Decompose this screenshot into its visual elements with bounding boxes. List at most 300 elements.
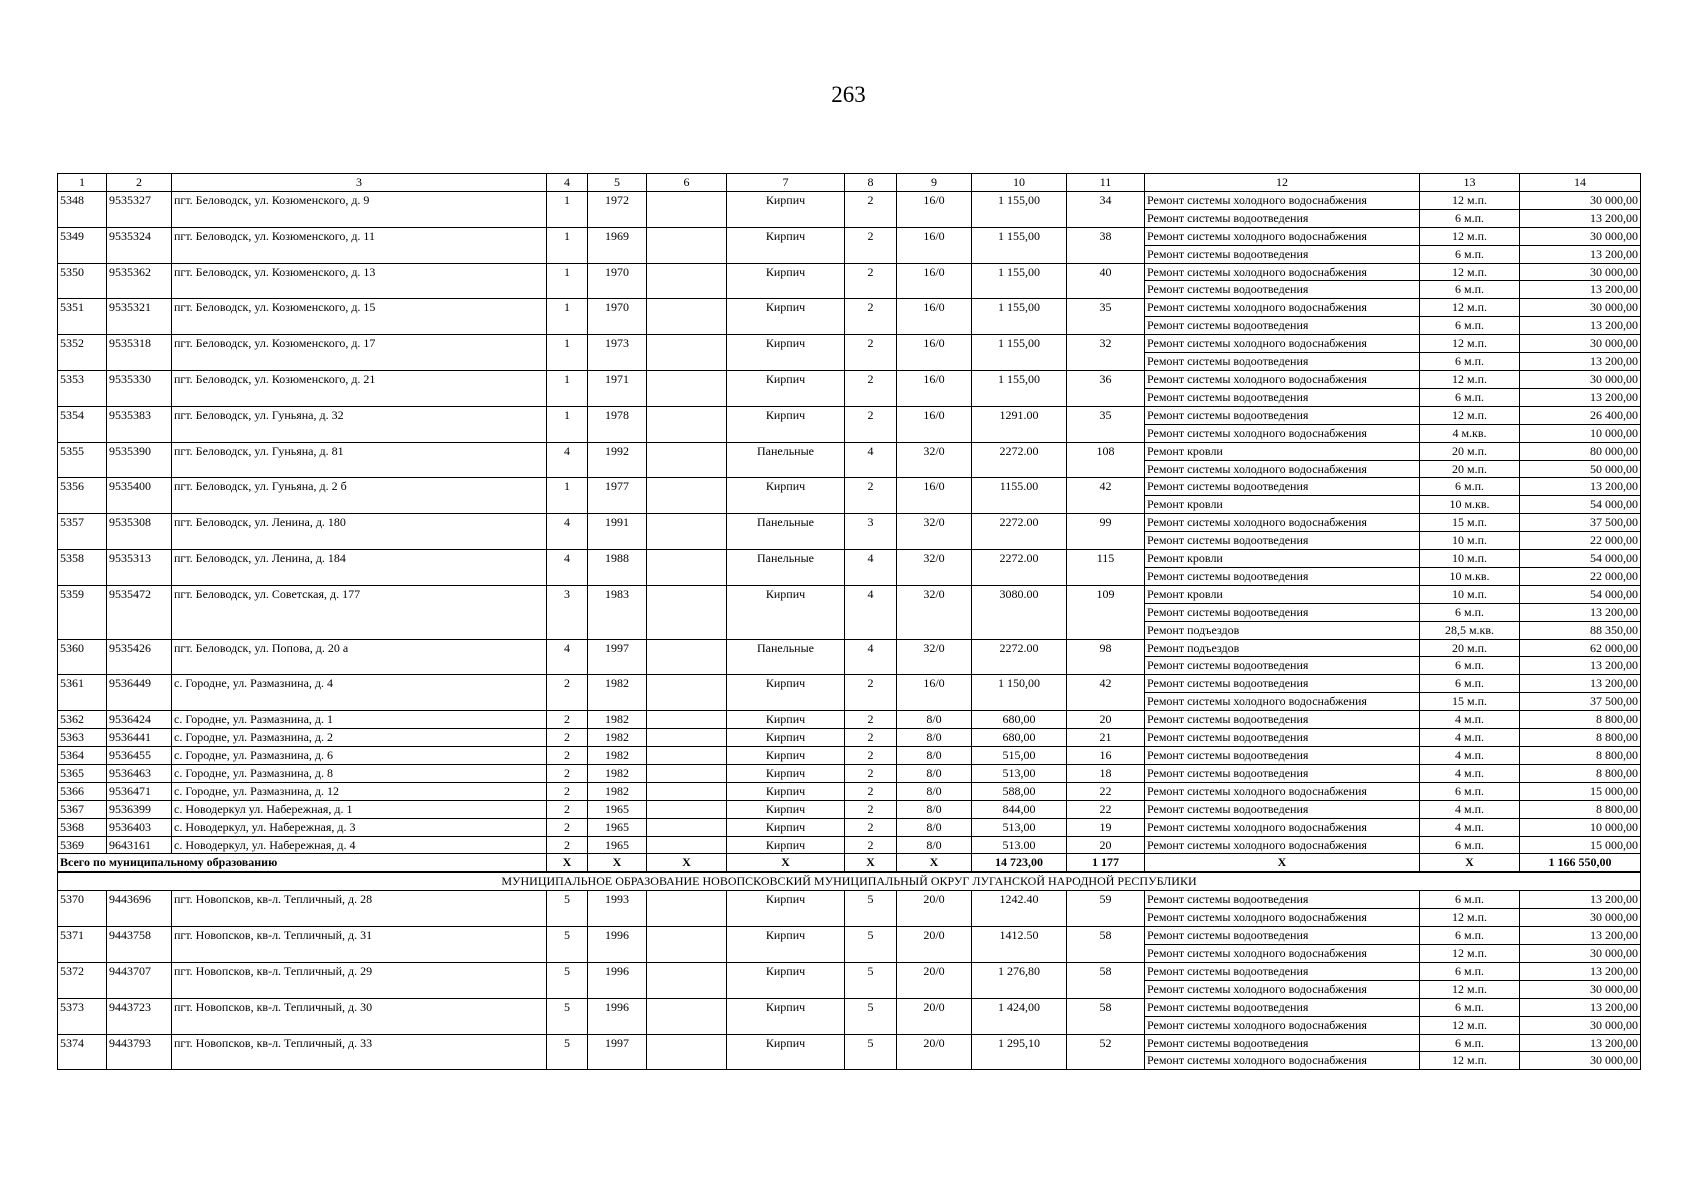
building-code-cell: [107, 532, 172, 550]
work-cost-cell: 30 000,00: [1520, 944, 1641, 962]
build-year-cell: 1996: [588, 962, 647, 980]
residents-cell: [1067, 532, 1145, 550]
work-quantity-cell: 12 м.п.: [1420, 191, 1520, 209]
work-cost-cell: 30 000,00: [1520, 909, 1641, 927]
address-cell: пгт. Новопсков, кв-л. Тепличный, д. 31: [172, 927, 547, 945]
table-row: [58, 478, 1641, 496]
address-cell: пгт. Беловодск, ул. Ленина, д. 184: [172, 550, 547, 568]
floors-cell: 2: [845, 729, 897, 747]
work-cost-cell: 13 200,00: [1520, 245, 1641, 263]
work-quantity-cell: 10 м.п.: [1420, 532, 1520, 550]
building-code-cell: 9535327: [107, 191, 172, 209]
column-4-cell: [547, 909, 588, 927]
row-number-cell: [58, 909, 107, 927]
floors-cell: [845, 1052, 897, 1070]
column-6-cell: [647, 818, 727, 836]
work-cost-cell: 30 000,00: [1520, 1016, 1641, 1034]
work-name-cell: Ремонт системы водоотведения: [1145, 1034, 1420, 1052]
floors-cell: 5: [845, 1034, 897, 1052]
work-cost-cell: 10 000,00: [1520, 424, 1641, 442]
address-cell: пгт. Беловодск, ул. Гуньяна, д. 81: [172, 442, 547, 460]
address-cell: пгт. Новопсков, кв-л. Тепличный, д. 28: [172, 891, 547, 909]
area-cell: 2272.00: [972, 514, 1067, 532]
building-code-cell: 9443758: [107, 927, 172, 945]
building-code-cell: [107, 496, 172, 514]
column-9-cell: 8/0: [897, 836, 972, 854]
column-4-cell: 4: [547, 550, 588, 568]
column-4-cell: [547, 1052, 588, 1070]
column-6-cell: [647, 353, 727, 371]
column-9-cell: 8/0: [897, 711, 972, 729]
work-name-cell: Ремонт системы холодного водоснабжения: [1145, 836, 1420, 854]
row-number-cell: 5368: [58, 818, 107, 836]
build-year-cell: [588, 496, 647, 514]
column-4-cell: 2: [547, 747, 588, 765]
column-6-cell: [647, 998, 727, 1016]
residents-cell: 40: [1067, 263, 1145, 281]
work-quantity-cell: 12 м.п.: [1420, 227, 1520, 245]
area-cell: [972, 424, 1067, 442]
area-cell: [972, 460, 1067, 478]
column-4-cell: 5: [547, 891, 588, 909]
work-quantity-cell: 12 м.п.: [1420, 944, 1520, 962]
wall-material-cell: [727, 209, 845, 227]
build-year-cell: [588, 603, 647, 621]
floors-cell: 4: [845, 585, 897, 603]
work-cost-cell: 22 000,00: [1520, 532, 1641, 550]
work-cost-cell: 37 500,00: [1520, 693, 1641, 711]
residents-cell: 20: [1067, 836, 1145, 854]
column-4-cell: 5: [547, 1034, 588, 1052]
area-cell: [972, 1052, 1067, 1070]
row-number-cell: 5351: [58, 299, 107, 317]
building-code-cell: [107, 980, 172, 998]
column-9-cell: [897, 944, 972, 962]
floors-cell: [845, 424, 897, 442]
floors-cell: 2: [845, 335, 897, 353]
area-cell: 513,00: [972, 764, 1067, 782]
table-row: [58, 353, 1641, 371]
column-6-cell: [647, 693, 727, 711]
wall-material-cell: Кирпич: [727, 927, 845, 945]
column-6-cell: [647, 747, 727, 765]
column-6-cell: [647, 514, 727, 532]
column-4-cell: [547, 532, 588, 550]
total-cell: Х: [727, 854, 845, 872]
area-cell: [972, 944, 1067, 962]
work-quantity-cell: 15 м.п.: [1420, 514, 1520, 532]
column-6-cell: [647, 657, 727, 675]
floors-cell: 5: [845, 927, 897, 945]
residents-cell: 35: [1067, 299, 1145, 317]
area-cell: 515,00: [972, 747, 1067, 765]
build-year-cell: 1982: [588, 747, 647, 765]
column-header: 3: [172, 174, 547, 192]
residents-cell: 115: [1067, 550, 1145, 568]
table-row: [58, 460, 1641, 478]
build-year-cell: 1992: [588, 442, 647, 460]
table-row: [58, 317, 1641, 335]
area-cell: 1412.50: [972, 927, 1067, 945]
area-cell: 1 424,00: [972, 998, 1067, 1016]
column-9-cell: 16/0: [897, 227, 972, 245]
table-row: [58, 891, 1641, 909]
column-9-cell: [897, 603, 972, 621]
residents-cell: [1067, 980, 1145, 998]
wall-material-cell: Кирпич: [727, 335, 845, 353]
work-quantity-cell: 4 м.п.: [1420, 800, 1520, 818]
housing-repair-table: [57, 173, 1641, 1070]
area-cell: 1 155,00: [972, 227, 1067, 245]
column-header: 4: [547, 174, 588, 192]
area-cell: [972, 353, 1067, 371]
area-cell: [972, 317, 1067, 335]
building-code-cell: 9535426: [107, 639, 172, 657]
column-9-cell: 20/0: [897, 998, 972, 1016]
build-year-cell: [588, 245, 647, 263]
work-name-cell: Ремонт системы холодного водоснабжения: [1145, 980, 1420, 998]
work-quantity-cell: 12 м.п.: [1420, 299, 1520, 317]
floors-cell: [845, 532, 897, 550]
building-code-cell: [107, 1016, 172, 1034]
column-6-cell: [647, 729, 727, 747]
building-code-cell: 9535400: [107, 478, 172, 496]
area-cell: [972, 603, 1067, 621]
residents-cell: 18: [1067, 764, 1145, 782]
build-year-cell: [588, 567, 647, 585]
column-4-cell: [547, 388, 588, 406]
table-row: [58, 514, 1641, 532]
column-4-cell: [547, 693, 588, 711]
work-cost-cell: 30 000,00: [1520, 335, 1641, 353]
residents-cell: [1067, 460, 1145, 478]
residents-cell: 109: [1067, 585, 1145, 603]
row-number-cell: 5356: [58, 478, 107, 496]
column-4-cell: 2: [547, 729, 588, 747]
wall-material-cell: Кирпич: [727, 891, 845, 909]
row-number-cell: 5354: [58, 406, 107, 424]
column-6-cell: [647, 567, 727, 585]
table-row: [58, 782, 1641, 800]
area-cell: 844,00: [972, 800, 1067, 818]
area-cell: 1 155,00: [972, 370, 1067, 388]
wall-material-cell: [727, 317, 845, 335]
column-4-cell: 1: [547, 406, 588, 424]
column-6-cell: [647, 962, 727, 980]
residents-cell: [1067, 388, 1145, 406]
work-cost-cell: 50 000,00: [1520, 460, 1641, 478]
column-9-cell: 16/0: [897, 478, 972, 496]
floors-cell: [845, 621, 897, 639]
column-4-cell: 2: [547, 818, 588, 836]
work-quantity-cell: 6 м.п.: [1420, 836, 1520, 854]
table-row: [58, 532, 1641, 550]
table-row: [58, 639, 1641, 657]
column-header: 1: [58, 174, 107, 192]
work-quantity-cell: 6 м.п.: [1420, 245, 1520, 263]
address-cell: пгт. Беловодск, ул. Козюменского, д. 9: [172, 191, 547, 209]
residents-cell: [1067, 317, 1145, 335]
building-code-cell: [107, 944, 172, 962]
building-code-cell: 9535383: [107, 406, 172, 424]
residents-cell: 22: [1067, 800, 1145, 818]
work-quantity-cell: 6 м.п.: [1420, 1034, 1520, 1052]
address-cell: [172, 944, 547, 962]
row-number-cell: [58, 603, 107, 621]
address-cell: [172, 496, 547, 514]
column-header: 5: [588, 174, 647, 192]
residents-cell: 32: [1067, 335, 1145, 353]
table-row: [58, 747, 1641, 765]
row-number-cell: 5365: [58, 764, 107, 782]
row-number-cell: 5371: [58, 927, 107, 945]
column-9-cell: 16/0: [897, 675, 972, 693]
column-9-cell: 16/0: [897, 263, 972, 281]
work-quantity-cell: 6 м.п.: [1420, 998, 1520, 1016]
building-code-cell: 9536424: [107, 711, 172, 729]
table-row: [58, 335, 1641, 353]
floors-cell: [845, 245, 897, 263]
row-number-cell: 5348: [58, 191, 107, 209]
column-header: 9: [897, 174, 972, 192]
column-4-cell: 1: [547, 263, 588, 281]
work-cost-cell: 30 000,00: [1520, 370, 1641, 388]
address-cell: с. Городне, ул. Размазнина, д. 6: [172, 747, 547, 765]
area-cell: [972, 496, 1067, 514]
residents-cell: 21: [1067, 729, 1145, 747]
work-quantity-cell: 6 м.п.: [1420, 657, 1520, 675]
column-9-cell: [897, 460, 972, 478]
floors-cell: [845, 388, 897, 406]
area-cell: 1 150,00: [972, 675, 1067, 693]
work-name-cell: Ремонт системы холодного водоснабжения: [1145, 693, 1420, 711]
work-name-cell: Ремонт подъездов: [1145, 621, 1420, 639]
work-name-cell: Ремонт системы холодного водоснабжения: [1145, 909, 1420, 927]
column-6-cell: [647, 800, 727, 818]
build-year-cell: 1969: [588, 227, 647, 245]
work-name-cell: Ремонт системы водоотведения: [1145, 317, 1420, 335]
area-cell: 2272.00: [972, 442, 1067, 460]
table-row: [58, 585, 1641, 603]
column-4-cell: 1: [547, 370, 588, 388]
column-header: 7: [727, 174, 845, 192]
area-cell: [972, 909, 1067, 927]
build-year-cell: [588, 621, 647, 639]
floors-cell: 4: [845, 442, 897, 460]
wall-material-cell: Кирпич: [727, 782, 845, 800]
work-name-cell: Ремонт кровли: [1145, 550, 1420, 568]
work-cost-cell: 8 800,00: [1520, 747, 1641, 765]
work-name-cell: Ремонт кровли: [1145, 585, 1420, 603]
column-4-cell: 2: [547, 800, 588, 818]
build-year-cell: [588, 944, 647, 962]
area-cell: 680,00: [972, 711, 1067, 729]
row-number-cell: [58, 693, 107, 711]
residents-cell: [1067, 567, 1145, 585]
floors-cell: 2: [845, 191, 897, 209]
area-cell: [972, 388, 1067, 406]
column-6-cell: [647, 317, 727, 335]
table-row: [58, 909, 1641, 927]
work-name-cell: Ремонт системы водоотведения: [1145, 675, 1420, 693]
table-row: [58, 693, 1641, 711]
build-year-cell: 1965: [588, 800, 647, 818]
column-4-cell: 5: [547, 927, 588, 945]
build-year-cell: 1971: [588, 370, 647, 388]
address-cell: [172, 353, 547, 371]
area-cell: [972, 209, 1067, 227]
work-name-cell: Ремонт системы холодного водоснабжения: [1145, 227, 1420, 245]
building-code-cell: [107, 1052, 172, 1070]
column-4-cell: [547, 281, 588, 299]
row-number-cell: 5355: [58, 442, 107, 460]
residents-cell: 58: [1067, 927, 1145, 945]
residents-cell: 36: [1067, 370, 1145, 388]
address-cell: [172, 567, 547, 585]
work-cost-cell: 54 000,00: [1520, 550, 1641, 568]
work-cost-cell: 80 000,00: [1520, 442, 1641, 460]
residents-cell: [1067, 603, 1145, 621]
area-cell: 1242.40: [972, 891, 1067, 909]
area-cell: [972, 1016, 1067, 1034]
column-4-cell: 1: [547, 478, 588, 496]
work-name-cell: Ремонт системы холодного водоснабжения: [1145, 263, 1420, 281]
column-9-cell: [897, 1052, 972, 1070]
build-year-cell: [588, 317, 647, 335]
wall-material-cell: [727, 603, 845, 621]
building-code-cell: 9443696: [107, 891, 172, 909]
row-number-cell: [58, 388, 107, 406]
address-cell: [172, 909, 547, 927]
build-year-cell: [588, 980, 647, 998]
residents-cell: 19: [1067, 818, 1145, 836]
table-header: [58, 174, 1641, 192]
address-cell: пгт. Беловодск, ул. Козюменского, д. 13: [172, 263, 547, 281]
row-number-cell: 5350: [58, 263, 107, 281]
column-6-cell: [647, 1034, 727, 1052]
build-year-cell: [588, 1016, 647, 1034]
column-4-cell: [547, 1016, 588, 1034]
column-9-cell: [897, 1016, 972, 1034]
work-name-cell: Ремонт системы водоотведения: [1145, 532, 1420, 550]
residents-cell: 20: [1067, 711, 1145, 729]
wall-material-cell: Кирпич: [727, 191, 845, 209]
build-year-cell: 1970: [588, 299, 647, 317]
column-6-cell: [647, 603, 727, 621]
address-cell: [172, 388, 547, 406]
column-6-cell: [647, 442, 727, 460]
column-9-cell: 20/0: [897, 1034, 972, 1052]
work-quantity-cell: 12 м.п.: [1420, 406, 1520, 424]
table-row: [58, 800, 1641, 818]
work-name-cell: Ремонт системы водоотведения: [1145, 388, 1420, 406]
column-4-cell: [547, 353, 588, 371]
column-4-cell: [547, 657, 588, 675]
column-header: 2: [107, 174, 172, 192]
build-year-cell: [588, 693, 647, 711]
column-6-cell: [647, 299, 727, 317]
building-code-cell: [107, 388, 172, 406]
table-row: [58, 603, 1641, 621]
column-6-cell: [647, 388, 727, 406]
floors-cell: [845, 353, 897, 371]
row-number-cell: 5358: [58, 550, 107, 568]
work-quantity-cell: 4 м.п.: [1420, 764, 1520, 782]
row-number-cell: [58, 944, 107, 962]
work-name-cell: Ремонт системы водоотведения: [1145, 209, 1420, 227]
wall-material-cell: [727, 424, 845, 442]
work-name-cell: Ремонт системы водоотведения: [1145, 927, 1420, 945]
column-9-cell: 20/0: [897, 927, 972, 945]
area-cell: 513.00: [972, 836, 1067, 854]
work-name-cell: Ремонт системы холодного водоснабжения: [1145, 514, 1420, 532]
build-year-cell: [588, 460, 647, 478]
address-cell: [172, 209, 547, 227]
column-header: 14: [1520, 174, 1641, 192]
area-cell: 680,00: [972, 729, 1067, 747]
column-4-cell: [547, 944, 588, 962]
work-cost-cell: 13 200,00: [1520, 388, 1641, 406]
row-number-cell: 5372: [58, 962, 107, 980]
build-year-cell: [588, 353, 647, 371]
column-9-cell: [897, 317, 972, 335]
work-name-cell: Ремонт системы водоотведения: [1145, 998, 1420, 1016]
row-number-cell: [58, 657, 107, 675]
wall-material-cell: [727, 1052, 845, 1070]
column-9-cell: 16/0: [897, 299, 972, 317]
area-cell: [972, 532, 1067, 550]
column-6-cell: [647, 909, 727, 927]
build-year-cell: 1970: [588, 263, 647, 281]
wall-material-cell: Панельные: [727, 639, 845, 657]
column-4-cell: 4: [547, 639, 588, 657]
residents-cell: 35: [1067, 406, 1145, 424]
table-row: [58, 1034, 1641, 1052]
address-cell: [172, 317, 547, 335]
work-quantity-cell: 20 м.п.: [1420, 460, 1520, 478]
address-cell: с. Новодеркул ул. Набережная, д. 1: [172, 800, 547, 818]
column-6-cell: [647, 550, 727, 568]
work-cost-cell: 30 000,00: [1520, 263, 1641, 281]
column-6-cell: [647, 639, 727, 657]
column-9-cell: 32/0: [897, 442, 972, 460]
area-cell: [972, 693, 1067, 711]
build-year-cell: [588, 388, 647, 406]
column-9-cell: [897, 980, 972, 998]
table-row: [58, 299, 1641, 317]
work-name-cell: Ремонт системы водоотведения: [1145, 962, 1420, 980]
row-number-cell: [58, 424, 107, 442]
total-cell: Х: [1145, 854, 1420, 872]
build-year-cell: 1982: [588, 711, 647, 729]
work-cost-cell: 37 500,00: [1520, 514, 1641, 532]
address-cell: пгт. Беловодск, ул. Козюменского, д. 17: [172, 335, 547, 353]
table-row: [58, 711, 1641, 729]
address-cell: [172, 1052, 547, 1070]
column-4-cell: 2: [547, 711, 588, 729]
column-9-cell: [897, 353, 972, 371]
row-number-cell: 5363: [58, 729, 107, 747]
work-name-cell: Ремонт системы холодного водоснабжения: [1145, 335, 1420, 353]
address-cell: с. Городне, ул. Размазнина, д. 2: [172, 729, 547, 747]
floors-cell: [845, 209, 897, 227]
building-code-cell: 9535362: [107, 263, 172, 281]
wall-material-cell: Панельные: [727, 442, 845, 460]
building-code-cell: 9536471: [107, 782, 172, 800]
row-number-cell: [58, 460, 107, 478]
wall-material-cell: [727, 1016, 845, 1034]
work-name-cell: Ремонт системы холодного водоснабжения: [1145, 944, 1420, 962]
